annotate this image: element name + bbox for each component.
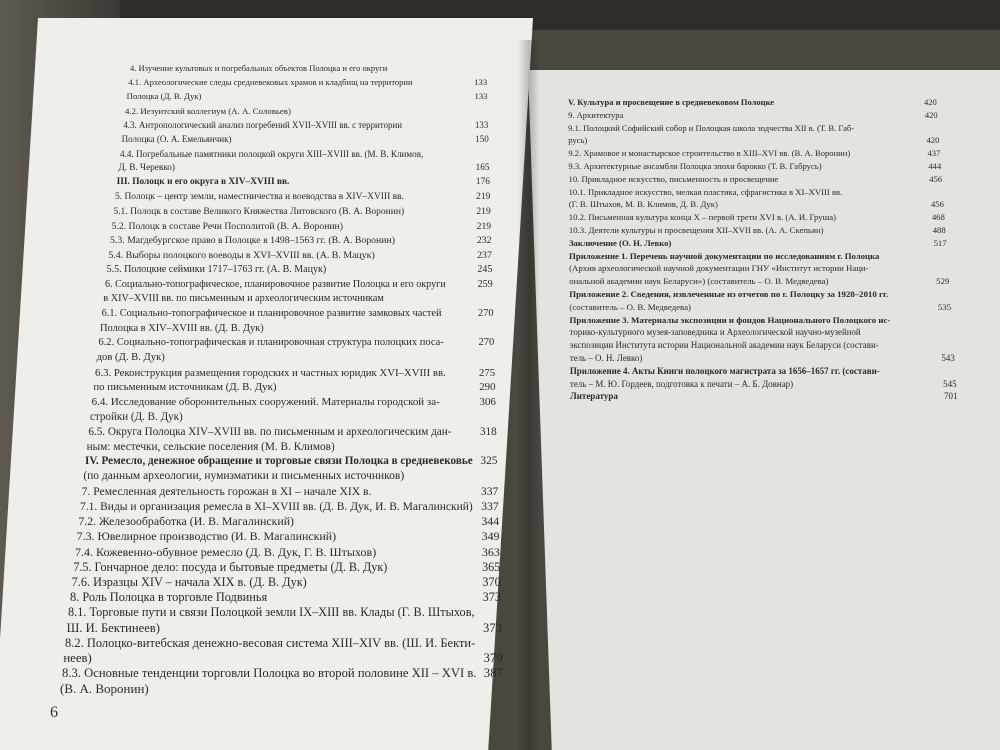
toc-entry-text: 6.2. Социально-топографическая и планировочная структура полоцких поса-: [98, 337, 444, 349]
toc-entry-page: 133: [474, 119, 489, 130]
toc-entry-text: Приложение 4. Акты Книги полоцкого магистрата за 1656–1657 гг. (состави-: [569, 365, 880, 376]
toc-entry-text: Д. В. Черевко): [118, 163, 176, 173]
toc-entry-page: 420: [926, 135, 940, 146]
toc-entry-page: 318: [479, 425, 497, 438]
toc-entry-text: ональной академии наук Беларуси») (составитель – О. В. Медведева): [569, 276, 829, 287]
toc-entry-text: Литература: [570, 391, 618, 402]
toc-entry-text: Приложение 2. Сведения, извлеченные из отчетов по г. Полоцку за 1928–2010 гг.: [569, 289, 889, 299]
toc-entry-page: 365: [482, 560, 501, 575]
toc-entry-page: 701: [944, 391, 958, 402]
toc-entry-text: в XIV–XVIII вв. по письменным и археологическим источникам: [103, 293, 384, 305]
toc-entry-page: 133: [474, 77, 488, 88]
toc-entry-text: 5.5. Полоцкие сеймики 1717–1763 гг. (А. В. Мацук): [106, 264, 327, 276]
toc-entry-page: 165: [475, 163, 490, 173]
toc-entry-text: неев): [63, 650, 92, 665]
toc-entry-text: Заключение (О. Н. Левко): [568, 237, 672, 248]
toc-entry-text: 10.2. Письменная культура конца X – первой трети XVI в. (А. И. Груша): [568, 212, 837, 223]
right-page: [528, 70, 1000, 750]
toc-entry-page: 337: [481, 500, 499, 514]
toc-entry-text: 8. Роль Полоцка в торговле Подвинья: [70, 590, 268, 605]
toc-entry-text: 9.3. Архитектурные ансамбли Полоцка эпохи барокко (Т. В. Габрусь): [568, 161, 822, 171]
toc-entry-text: 8.3. Основные тенденции торговли Полоцка во второй половине XII – XVI в.: [61, 666, 477, 681]
toc-entry-page: 259: [477, 278, 493, 290]
toc-entry-page: 517: [933, 237, 947, 248]
toc-entry-text: 6.4. Исследование оборонительных сооружений. Материалы городской за-: [91, 396, 440, 409]
toc-entry-text: 10.3. Деятели культуры и просвещения XII–XVII вв. (А. А. Скепьян): [568, 225, 824, 235]
toc-entry-text: (Архив археологической научной документации ГНУ «Институт истории Наци-: [569, 263, 869, 274]
toc-entry-page: 387: [483, 666, 504, 681]
toc-entry-text: 9. Архитектура: [568, 109, 624, 120]
toc-entry-text: 7.5. Гончарное дело: посуда и бытовые предметы (Д. В. Дук): [73, 560, 388, 575]
toc-entry-text: 5.1. Полоцк в составе Великого Княжества Литовского (В. А. Воронин): [113, 206, 405, 218]
toc-entry-text: Полоцка (Д. В. Дук): [126, 91, 202, 102]
toc-entry-text: 5.2. Полоцк в составе Речи Посполитой (В. А. Воронин): [111, 220, 343, 232]
toc-entry-text: 8.2. Полоцко-витебская денежно-весовая система XIII–XIV вв. (Ш. И. Бекти-: [65, 635, 476, 650]
toc-entry-page: 373: [483, 620, 502, 635]
page-number: 6: [50, 704, 58, 721]
toc-entry-page: 535: [937, 301, 952, 312]
toc-entry-text: 8.1. Торговые пути и связи Полоцкой земли IX–XIII вв. Клады (Г. В. Штыхов,: [68, 605, 475, 620]
toc-entry-page: 437: [927, 148, 941, 159]
toc-entry-text: торико-культурного музея-заповедника и Археологической научно-музейной: [569, 327, 861, 338]
toc-entry-page: 444: [928, 161, 942, 171]
toc-entry-page: 344: [481, 514, 500, 529]
toc-entry-text: Полоцка (О. А. Емельянчик): [121, 134, 232, 145]
toc-entry-page: 379: [483, 650, 503, 665]
toc-entry-text: стройки (Д. В. Дук): [90, 410, 183, 423]
toc-entry-text: (по данным археологии, нумизматики и письменных источников): [83, 470, 405, 483]
toc-entry-text: III. Полоцк и его округа в XIV–XVIII вв.: [116, 177, 290, 188]
toc-entry-page: 219: [476, 206, 491, 218]
toc-entry-text: 5. Полоцк – центр земли, наместничества и воеводства в XIV–XVIII вв.: [115, 191, 404, 202]
toc-entry-page: 373: [482, 590, 502, 605]
toc-entry-text: 7.1. Виды и организация ремесла в XI–XVIII вв. (Д. В. Дук, И. В. Магалинский): [80, 500, 473, 514]
toc-entry-text: тель – О. Н. Левко): [569, 353, 643, 363]
toc-entry-text: 7.2. Железообработка (И. В. Магалинский): [78, 514, 294, 529]
toc-entry-text: 6.1. Социально-топографическое и планировочное развитие замковых частей: [101, 308, 442, 319]
toc-entry-page: 176: [475, 177, 490, 188]
toc-entry-text: (составитель – О. В. Медведева): [569, 301, 691, 312]
toc-entry-text: 4. Изучение культовых и погребальных объектов Полоцка и его округи: [130, 63, 388, 73]
toc-entry-text: 9.2. Храмовое и монастырское строительство в XIII–XVI вв. (В. А. Воронин): [568, 148, 851, 159]
toc-entry-text: Ш. И. Бектинеев): [66, 620, 160, 635]
toc-entry-page: 420: [924, 97, 937, 107]
toc-entry-text: 9.1. Полоцкий Софийский собор и Полоцкая школа зодчества XII в. (Т. В. Габ-: [568, 122, 855, 133]
toc-entry-text: экспозиции Института истории Национальной академии наук Беларуси (состави-: [569, 340, 879, 351]
toc-entry-text: 6.3. Реконструкция размещения городских и частных юридик XVI–XVIII вв.: [95, 366, 446, 379]
toc-entry-text: 10.1. Прикладное искусство, мелкая пластика, сфрагистика в XI–XVIII вв.: [568, 186, 843, 197]
toc-entry-page: 456: [929, 173, 943, 184]
toc-entry-text: (Г. В. Штыхов, М. В. Климов, Д. В. Дук): [568, 199, 718, 210]
toc-entry-page: 306: [479, 396, 496, 409]
toc-entry-text: дов (Д. В. Дук): [96, 351, 165, 363]
toc-entry-page: 290: [479, 381, 496, 394]
toc-entry-page: 363: [481, 545, 500, 560]
toc-entry-page: 270: [478, 337, 495, 349]
toc-entry-text: 10. Прикладное искусство, письменность и просвещение: [568, 173, 779, 184]
toc-entry-page: 420: [924, 109, 938, 120]
toc-entry-text: 6.5. Округа Полоцка XIV–XVIII вв. по письменным и археологическим дан-: [88, 425, 452, 438]
toc-entry-page: 133: [474, 91, 488, 102]
toc-entry-text: 5.4. Выборы полоцкого воеводы в XVI–XVIII вв. (А. В. Мацук): [108, 249, 375, 261]
toc-entry-text: 7.6. Изразцы XIV – начала XIX в. (Д. В. Дук): [71, 575, 307, 590]
toc-entry-page: 150: [475, 134, 489, 145]
toc-entry-text: (В. А. Воронин): [60, 681, 149, 697]
toc-entry-text: по письменным источникам (Д. В. Дук): [93, 381, 277, 394]
toc-entry-page: 468: [931, 212, 945, 223]
toc-entry-page: 456: [930, 199, 944, 210]
toc-entry-text: 4.2. Иезуитский коллегиум (А. А. Соловьев): [125, 105, 291, 116]
toc-entry-page: 325: [480, 455, 498, 468]
toc-entry-page: 270: [478, 308, 494, 319]
toc-entry-text: 5.3. Магдебургское право в Полоцке в 1498–1563 гг. (В. А. Воронин): [110, 235, 395, 247]
toc-entry-text: 4.3. Антропологический анализ погребений XVII–XVIII вв. с территории: [123, 119, 403, 130]
toc-entry-page: 529: [936, 276, 950, 287]
toc-entry-text: 7.4. Кожевенно-обувное ремесло (Д. В. Дук, Г. В. Штыхов): [75, 545, 377, 560]
toc-entry-text: Приложение 1. Перечень научной документации по исследованиям г. Полоцка: [569, 250, 880, 261]
toc-entry-text: V. Культура и просвещение в средневековом Полоцке: [568, 97, 775, 107]
toc-entry-text: русь): [568, 135, 588, 146]
toc-entry-text: Полоцка в XIV–XVIII вв. (Д. В. Дук): [100, 322, 264, 334]
toc-entry-text: Приложение 3. Материалы экспозиции и фондов Национального Полоцкого ис-: [569, 314, 891, 325]
toc-entry-page: 232: [476, 235, 492, 247]
toc-entry-page: 543: [941, 353, 955, 363]
toc-entry-page: 275: [479, 366, 496, 379]
toc-entry-page: 337: [480, 485, 499, 499]
toc-entry-page: 245: [477, 264, 493, 276]
toc-entry-page: 237: [477, 249, 492, 261]
toc-entry-page: 370: [482, 575, 501, 590]
toc-entry-page: 545: [943, 378, 957, 389]
toc-entry-page: 349: [481, 529, 500, 544]
toc-entry-text: 7. Ремесленная деятельность горожан в XI – начале XIX в.: [81, 485, 372, 499]
toc-entry-page: 488: [932, 225, 946, 235]
toc-entry-page: 219: [476, 191, 491, 202]
toc-entry-page: 219: [476, 220, 492, 232]
toc-entry-text: 6. Социально-топографическое, планировочное развитие Полоцка и его округи: [105, 278, 446, 290]
toc-entry-text: 4.1. Археологические следы средневековых храмов и кладбищ на территории: [128, 77, 413, 88]
toc-entry-text: IV. Ремесло, денежное обращение и торговые связи Полоцка в средневековье: [85, 455, 473, 468]
toc-entry-text: 4.4. Погребальные памятники полоцкой округи XIII–XVIII вв. (М. В. Климов,: [120, 148, 424, 159]
toc-entry-text: ным: местечки, сельские поселения (М. В. Климов): [86, 440, 335, 453]
toc-entry-text: 7.3. Ювелирное производство (И. В. Магалинский): [76, 529, 337, 544]
toc-entry-text: тель – М. Ю. Гордеев, подготовка к печати – А. Б. Довнар): [569, 378, 794, 389]
book-gutter: [518, 40, 540, 750]
